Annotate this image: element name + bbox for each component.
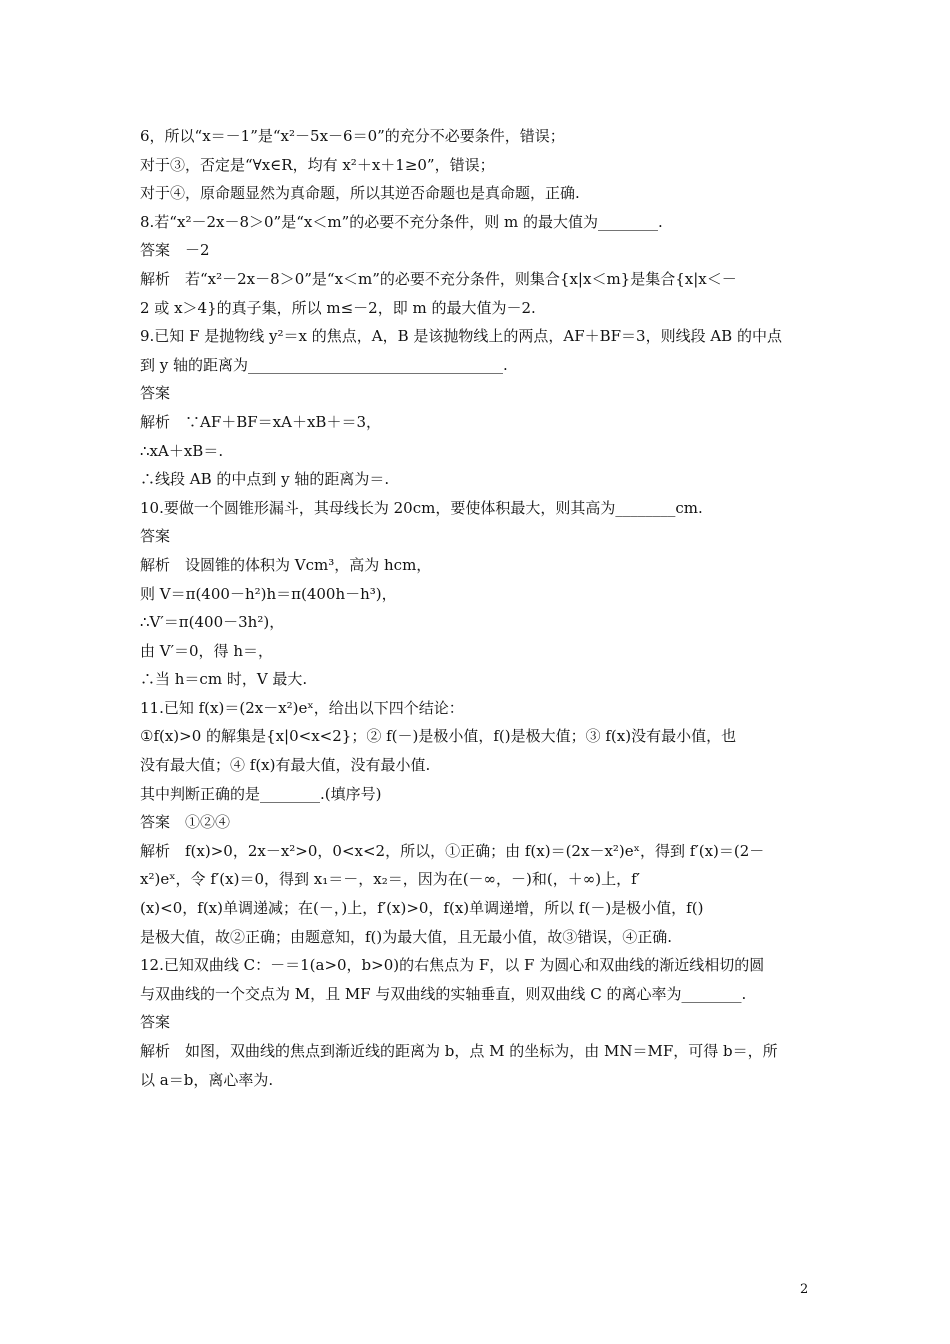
answer-12: 答案	[140, 1013, 171, 1032]
text-line: x²)eˣ，令 f′(x)＝0，得到 x₁＝－，x₂＝，因为在(－∞，－)和(，＋∞)上，f′	[140, 870, 641, 889]
text-line: 则 V＝π(400－h²)h＝π(400h－h³)，	[140, 584, 397, 603]
analysis-10: 解析 设圆锥的体积为 Vcm³，高为 hcm，	[140, 555, 432, 574]
text-line: ①f(x)>0 的解集是{x|0<x<2}；② f(－)是极小值，f()是极大值；③ f(x)没有最小值，也	[140, 727, 737, 746]
answer-10: 答案	[140, 527, 171, 546]
answer-9: 答案	[140, 384, 171, 403]
analysis-9: 解析 ∵AF＋BF＝xA＋xB＋＝3，	[140, 412, 381, 431]
text-line: 由 V′＝0，得 h＝，	[140, 641, 273, 660]
text-line: 是极大值，故②正确；由题意知，f()为最大值，且无最小值，故③错误，④正确.	[140, 927, 673, 946]
text-line: 以 a＝b，离心率为.	[140, 1070, 274, 1089]
text-line: (x)<0，f(x)单调递减；在(－，)上，f′(x)>0，f(x)单调递增，所以 f(－)是极小值，f()	[140, 899, 704, 918]
text-line: 对于③，否定是“∀x∈R，均有 x²＋x＋1≥0”，错误；	[140, 155, 495, 174]
question-10: 10.要做一个圆锥形漏斗，其母线长为 20cm，要使体积最大，则其高为________cm.	[140, 498, 703, 517]
analysis-11: 解析 f(x)>0，2x－x²>0，0<x<2，所以，①正确；由 f(x)＝(2x－x²)eˣ，得到 f′(x)＝(2－	[140, 841, 765, 860]
answer-8: 答案 －2	[140, 241, 210, 260]
text-line: 没有最大值；④ f(x)有最大值，没有最小值.	[140, 756, 431, 775]
text-line: 2 或 x＞4}的真子集，所以 m≤－2，即 m 的最大值为－2.	[140, 298, 536, 317]
question-8: 8.若“x²－2x－8＞0”是“x＜m”的必要不充分条件，则 m 的最大值为________.	[140, 212, 663, 231]
text-line: 其中判断正确的是________.(填序号)	[140, 784, 382, 803]
text-line: 6，所以“x＝－1”是“x²－5x－6＝0”的充分不必要条件，错误；	[140, 127, 565, 145]
question-12: 12.已知双曲线 C：－＝1(a>0，b>0)的右焦点为 F，以 F 为圆心和双曲线的渐近线相切的圆	[140, 956, 765, 975]
text-line: 与双曲线的一个交点为 M，且 MF 与双曲线的实轴垂直，则双曲线 C 的离心率为________.	[140, 984, 747, 1003]
text-line: 对于④，原命题显然为真命题，所以其逆否命题也是真命题，正确.	[140, 184, 580, 203]
page-number: 2	[800, 1282, 809, 1297]
text-line: ∴当 h＝cm 时，V 最大.	[140, 670, 308, 689]
question-11: 11.已知 f(x)＝(2x－x²)eˣ，给出以下四个结论：	[140, 698, 464, 717]
text-line: ∴xA＋xB＝.	[140, 441, 224, 460]
text-line: 到 y 轴的距离为__________________________________.	[140, 355, 508, 374]
document-body	[140, 122, 815, 1094]
text-line: ∴线段 AB 的中点到 y 轴的距离为＝.	[140, 470, 390, 489]
analysis-12: 解析 如图，双曲线的焦点到渐近线的距离为 b，点 M 的坐标为，由 MN＝MF，可得 b＝，所	[140, 1042, 778, 1060]
question-9: 9.已知 F 是抛物线 y²＝x 的焦点，A，B 是该抛物线上的两点，AF＋BF＝3，则线段 AB 的中点	[140, 327, 782, 346]
analysis-8: 解析 若“x²－2x－8＞0”是“x＜m”的必要不充分条件，则集合{x|x＜m}是集合{x|x＜－	[140, 269, 737, 288]
text-line: ∴V′＝π(400－3h²)，	[140, 613, 285, 632]
answer-11: 答案 ①②④	[140, 813, 231, 832]
